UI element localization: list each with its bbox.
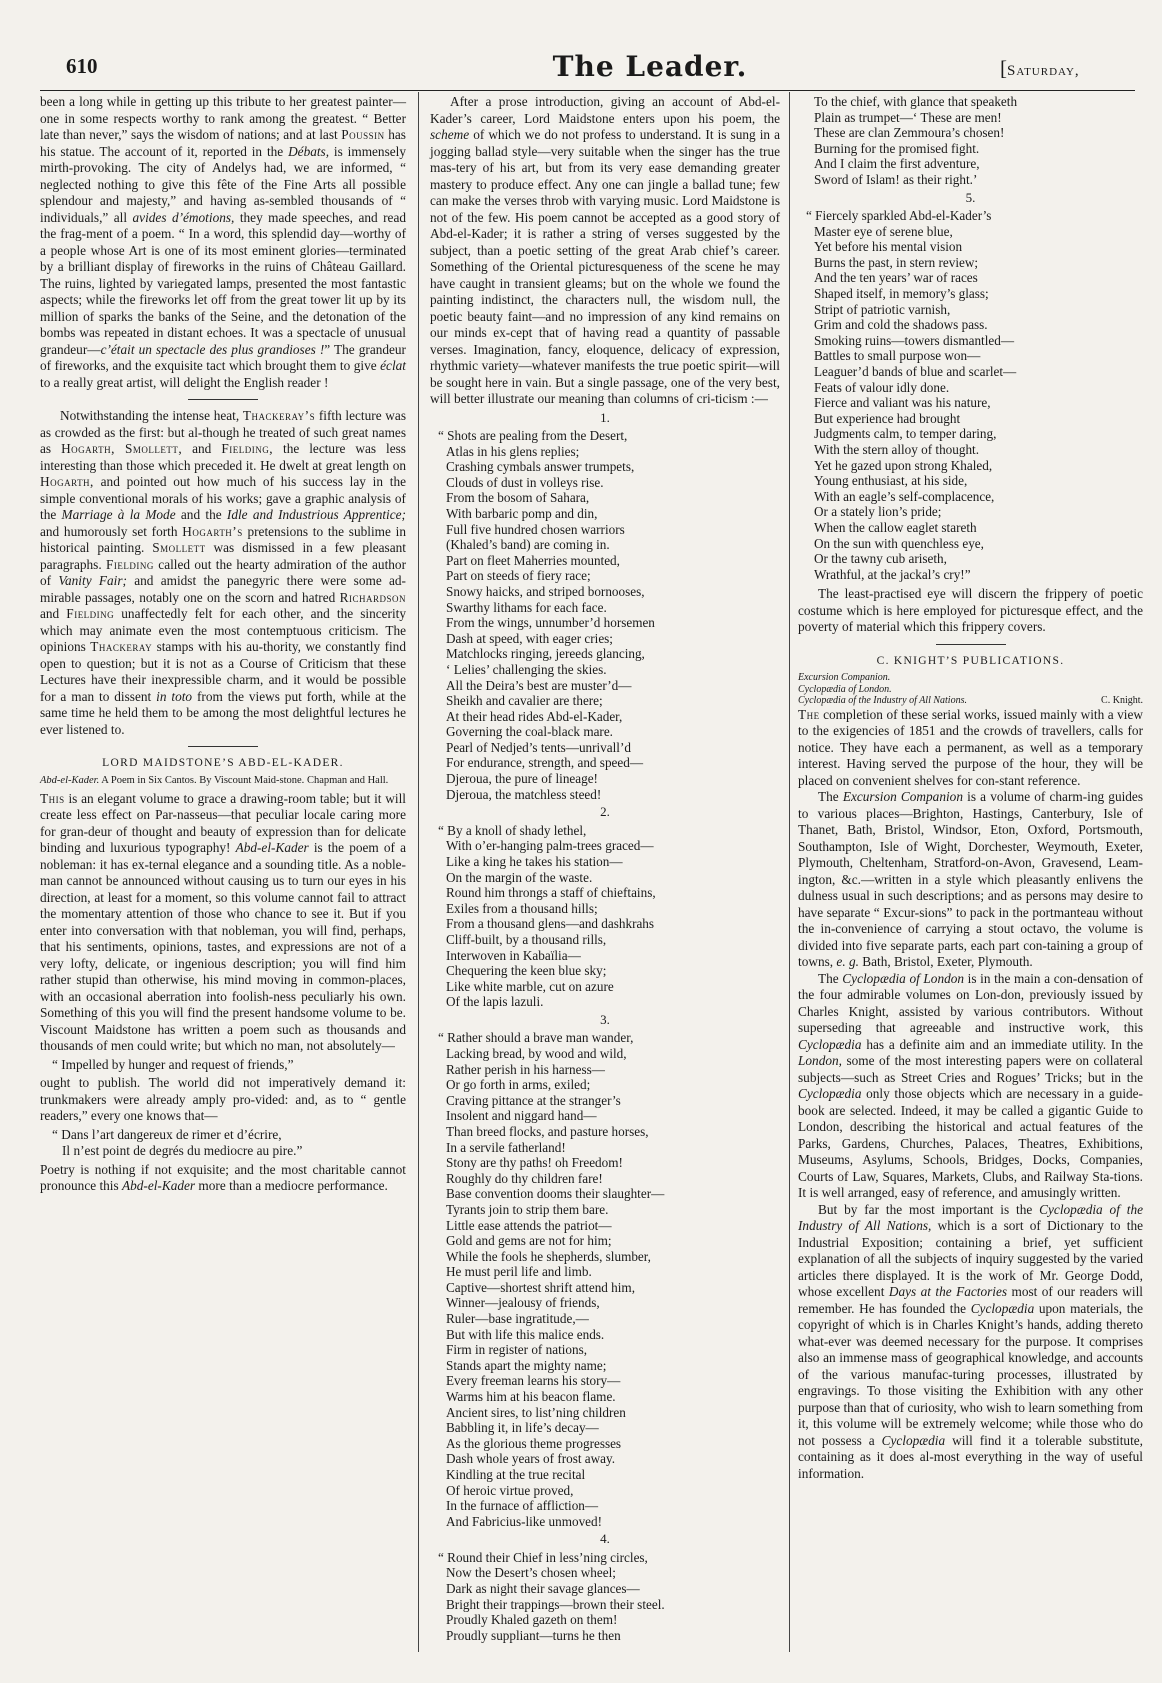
verse-line: Stands apart the mighty name; (446, 1357, 607, 1373)
verse-line: In a servile fatherland! (446, 1139, 566, 1155)
verse-line: Part on steeds of fiery race; (446, 568, 591, 584)
verse-line: Proudly Khaled gazeth on them! (446, 1612, 618, 1628)
knight-heading: C. KNIGHT’S PUBLICATIONS. (876, 654, 1065, 667)
verse-line: But experience had brought (814, 410, 961, 426)
knight-paragraph-4: But by far the most important is the Cyclopædia of the Industry of All Nations, which is a sort of Dictionary to the Industrial Exposition; containing a brief, yet sufficient explanation of all the subjects of inquiry suggested by the varied articles there displayed. It is the work of Mr. George Dodd, whose excellent Days at the Factories most of our readers will remember. He has founded the Cyclopædia upon materials, the copyright of which is in Charles Knight’s hands, adding thereto what-ever was deemed necessary for the purpose. It comprises also an immense mass of geographical knowledge, and accounts of the various manufac-turing processes, illustrated by engravings. To those visiting the Exhibition with any other purpose than that of curiosity, who wish to learn something from it, this volume will be extremely welcome; while those who do not possess a Cyclopædia will find it a tolerable substitute, containing as it does al-most everything in the way of useful information. (798, 1201, 1144, 1481)
verse-line: Or the tawny cub ariseth, (814, 551, 947, 567)
stanza-number: 2. (600, 804, 610, 820)
intro-paragraph: After a prose introduction, giving an account of Abd-el-Kader’s career, Lord Maidstone enters upon his poem, the scheme of which we do not profess to understand. It is sung in a jogging ballad style—very suitable when the singer has the true mas-tery of his art, but from its very ease demanding greater mastery to produce effect. Any one can jingle a ballad tune; few can make the verses throb with varying music. Lord Maidstone is not of the few. His poem cannot be accepted as a good story of Abd-el-Kader; it is rather a string of verses suggested by the subject, than a poetic setting of the great Arab chief’s career. Something of the Oriental picturesqueness of the scene he may have caught in transient gleams; but on the whole we found the painting indistinct, the characters null, the wisdom null, the poetic beauty faint—and no impression of any kind remains on our minds ex-cept that of having read a quantity of passable verses. Imagination, fancy, eloquence, delicacy of expression, rhythmic variety—whatever manifests the true poetic spirit—will be sought here in vain. But a single passage, one of the very best, will better illustrate our meaning than columns of cri-ticism :— (430, 94, 780, 406)
dateline: [Saturday, (1000, 56, 1080, 80)
publication-title: Excursion Companion. (798, 672, 891, 684)
verse-line: “ Rather should a brave man wander, (438, 1030, 634, 1046)
verse-line: All the Deira’s best are muster’d— (446, 677, 632, 693)
verse-line: Wrathful, at the jackal’s cry!” (814, 566, 971, 582)
verse-line: Kindling at the true recital (446, 1467, 586, 1482)
verse-line: Gold and gems are not for him; (446, 1233, 612, 1249)
stanza-4-continued (798, 94, 1143, 188)
knight-paragraph-3: The Cyclopædia of London is in the main a con-densation of the four admirable volumes on Lon-don, previously issued by Charles Knight, assisted by various contributors. Without superseding that agreeable and instructive work, this Cyclopædia has a definite aim and an immediate utility. In the London, some of the most interesting papers were on collateral subjects—such as Street Cries and Rogues’ Tricks; but in the Cyclopædia only those objects which are necessary in a guide-book are selected. Indeed, it may be called a gigantic Guide to London, describing the historical and actual features of the Parks, Gardens, Churches, Palaces, Theatres, Exhibitions, Museums, Asylums, Schools, Bridges, Docks, Companies, Courts of Law, Squares, Markets, Clubs, and Railway Sta-tions. It is well arranged, easy of reference, and amusingly written. (798, 970, 1143, 1201)
review-paragraph-3: Poetry is nothing if not exquisite; and the most charitable cannot pronounce this Abd-el-Kader more than a mediocre performance. (40, 1161, 406, 1193)
verse-line: Every freeman learns his story— (446, 1373, 621, 1389)
verse-line: Snowy haicks, and striped bornooses, (446, 583, 645, 599)
verse-line: With barbaric pomp and din, (446, 505, 598, 521)
verse-line: Captive—shortest shrift attend him, (446, 1279, 635, 1295)
verse-line: Lacking bread, by wood and wild, (446, 1045, 627, 1061)
verse-line: And I claim the first adventure, (814, 156, 980, 172)
verse-line: Clouds of dust in volleys rise. (446, 474, 604, 490)
verse-line: With o’er-hanging palm-trees graced— (446, 838, 654, 854)
verse-line: “ Shots are pealing from the Desert, (438, 428, 628, 443)
verse-line: For endurance, strength, and speed— (446, 755, 644, 771)
stanza-number: 3. (600, 1011, 610, 1027)
verse-line: Burns the past, in stern review; (814, 254, 979, 270)
verse-line: Yet before his mental vision (814, 239, 963, 255)
verse-line: Firm in register of nations, (446, 1342, 588, 1358)
thackeray-paragraph: Notwithstanding the intense heat, Thackeray’s fifth lecture was as crowded as the first: but al-though he treated of such great names as Hogarth, Smollett, and Fielding, the lecture was less interesting than those which preceded it. He dwelt at great length on Hogarth, and pointed out how much of his success lay in the simple conventional morals of his works; gave a graphic analysis of the Marriage à la Mode and the Idle and Industrious Apprentice; and humorously set forth Hogarth’s pretensions to the sublime in historical painting. Smollett was dismissed in a few pleasant paragraphs. Fielding called out the hearty admiration of the author of Vanity Fair; and amidst the panegyric there were some ad-mirable passages, notably one on the scorn and hatred Richardson and Fielding unaffectedly felt for each other, and the sincerity which may animate even the most contemptuous criticism. The opinions Thackeray stamps with his au-thority, we constantly find open to question; but it is not as a Course of Criticism that these Lectures have their inexpressible charm, and it would be possible for a man to dissent in toto from the views put forth, while at the same time he held them to be among the most delightful lectures he ever listened to. (40, 408, 407, 737)
verse-line: Swarthy lithams for each face. (446, 599, 607, 615)
verse-line: From a thousand glens—and dashkrahs (446, 916, 655, 932)
quotation: “ Impelled by hunger and request of friends,” (52, 1056, 294, 1072)
separator-rule (188, 746, 258, 747)
publisher: C. Knight. (1101, 695, 1143, 707)
verse-line: Craving pittance at the stranger’s (446, 1092, 621, 1108)
verse-line: Dark as night their savage glances— (446, 1581, 640, 1597)
verse-line: Stript of patriotic varnish, (814, 301, 951, 317)
verse-line: Like white marble, cut on azure (446, 978, 614, 994)
verse-line: And the ten years’ war of races (814, 270, 978, 286)
stanza-5 (798, 208, 1143, 582)
verse-line: From the wings, unnumber’d horsemen (446, 615, 655, 631)
stanza-number: 4. (600, 1531, 610, 1547)
verse-line: Plain as trumpet—‘ These are men! (814, 109, 1002, 125)
verse-line: Dash whole years of frost away. (446, 1451, 616, 1467)
verse-line: Atlas in his glens replies; (446, 443, 580, 459)
verse-line: On the sun with quenchless eye, (814, 535, 984, 551)
verse-line: These are clan Zemmoura’s chosen! (814, 125, 1005, 141)
verse-line: Fierce and valiant was his nature, (814, 395, 991, 411)
verse-line: Exiles from a thousand hills; (446, 900, 598, 916)
verse-line: In the furnace of affliction— (446, 1498, 599, 1514)
column-divider-2 (789, 92, 790, 1652)
stanza-number: 5. (965, 189, 976, 205)
verse-line: Djeroua, the pure of lineage! (446, 771, 598, 787)
separator-rule (188, 399, 258, 400)
column-3 (798, 94, 1143, 1482)
verse-line: Master eye of serene blue, (814, 223, 953, 239)
verse-line: Like a king he takes his station— (446, 853, 623, 869)
stanza-1 (430, 428, 780, 802)
verse-line: Sword of Islam! as their right.’ (814, 171, 978, 187)
column-1 (40, 94, 406, 1195)
masthead-title: The Leader. (552, 50, 748, 83)
verse-line: Babbling it, in life’s decay— (446, 1420, 599, 1436)
verse-line: Ruler—base ingratitude,— (446, 1311, 589, 1327)
verse-line: Of heroic virtue proved, (446, 1482, 574, 1498)
page-header (40, 50, 1160, 90)
verse-line: To the chief, with glance that speaketh (814, 94, 1018, 109)
verse-line: Proudly suppliant—turns he then (446, 1627, 621, 1643)
french-quotation: “ Dans l’art dangereux de rimer et d’écrire, Il n’est point de degrés du mediocre au pire.” (52, 1126, 303, 1158)
verse-line: Of the lapis lazuli. (446, 994, 544, 1010)
verse-line: Grim and cold the shadows pass. (814, 317, 988, 333)
column-divider-1 (418, 92, 419, 1652)
review-paragraph-2: ought to publish. The world did not imperatively demand it: trunkmakers were already amply pro-vided: and, as to “ gentle readers,” every one knows that— (40, 1075, 406, 1123)
verse-line: Or go forth in arms, exiled; (446, 1077, 591, 1093)
verse-line: With the stern alloy of thought. (814, 441, 980, 457)
verse-line: And Fabricius-like unmoved! (446, 1513, 603, 1529)
verse-line: Smoking ruins—towers dismantled— (814, 332, 1015, 348)
separator-rule (936, 644, 1006, 645)
verdict-paragraph: The least-practised eye will discern the frippery of poetic costume which is here employed for picturesque effect, and the poverty of material which this frippery covers. (798, 586, 1143, 635)
verse-line: Rather perish in his harness— (446, 1061, 605, 1077)
publication-list (798, 672, 1143, 707)
verse-line: Warms him at his beacon flame. (446, 1389, 616, 1405)
verse-line: Battles to small purpose won— (814, 348, 981, 364)
verse-line: Part on fleet Maherries mounted, (446, 552, 620, 568)
header-rule (40, 90, 1135, 91)
review-paragraph: This is an elegant volume to grace a drawing-room table; but it will create less effect on Par-nasseus—that peculiar locale caring more for gran-deur of thought and beauty of expression than for delicate binding and luxurious typography! Abd-el-Kader is the poem of a nobleman: it has ex-ternal elegance and a sounding title. As a noble-man cannot be announced without causing us to turn our eyes in his direction, at least for a moment, so this volume cannot fail to attract the momentary attention of those who chance to see it. But if you enter into conversation with that nobleman, you will find, perhaps, that his sentiments, opinions, tastes, and expressions are not of a very lofty, delicate, or ingenious description; you will find him rather stupid than otherwise, his mind moving in common-places, with an occasional aberration into foolish-ness peculiarly his own. Something of this you will find the present handsome volume to be. Viscount Maidstone has written a poem such as thousands and thousands of men could write; but which no man, not absolutely— (40, 790, 406, 1053)
verse-line: Insolent and niggard hand— (446, 1108, 597, 1124)
verse-line: Dash at speed, with eager cries; (446, 630, 613, 646)
verse-line: “ Round their Chief in less’ning circles, (438, 1549, 648, 1565)
verse-line: Ancient sires, to list’ning children (446, 1404, 626, 1420)
verse-line: Now the Desert’s chosen wheel; (446, 1565, 616, 1581)
verse-line: Than breed flocks, and pasture horses, (446, 1123, 649, 1139)
verse-line: Winner—jealousy of friends, (446, 1295, 600, 1311)
verse-line: Little ease attends the patriot— (446, 1217, 612, 1233)
verse-line: Djeroua, the matchless steed! (446, 786, 602, 802)
verse-line: Bright their trappings—brown their steel. (446, 1596, 665, 1612)
knight-paragraph-1: The completion of these serial works, issued mainly with a view to the exigencies of 1851 and the crowds of travellers, calls for notice. They have each a permanent, as well as a temporary interest. Having served the purpose of the hour, they will be placed on convenient shelves for con-stant reference. (798, 706, 1143, 788)
publication-title: Cyclopædia of the Industry of All Nations. (798, 695, 967, 707)
verse-line: Matchlocks ringing, jereeds glancing, (446, 646, 645, 662)
date-text: Saturday, (1007, 63, 1080, 79)
verse-line: Judgments calm, to temper daring, (814, 426, 997, 442)
stanza-3 (430, 1030, 780, 1529)
verse-line: With an eagle’s self-complacence, (814, 488, 995, 504)
verse-line: He must peril life and limb. (446, 1264, 592, 1280)
verse-line: At their head rides Abd-el-Kader, (446, 708, 623, 724)
verse-line: Governing the coal-black mare. (446, 724, 613, 740)
verse-line: Feats of valour idly done. (814, 379, 950, 395)
publication-title: Cyclopædia of London. (798, 683, 892, 695)
stanza-4 (430, 1550, 780, 1644)
verse-line: (Khaled’s band) are coming in. (446, 537, 610, 553)
verse-line: Crashing cymbals answer trumpets, (446, 459, 635, 475)
verse-line: Leaguer’d bands of blue and scarlet— (814, 364, 1017, 379)
verse-line: Cliff-built, by a thousand rills, (446, 931, 607, 947)
column-2 (430, 94, 780, 1643)
verse-line: “ By a knoll of shady lethel, (438, 822, 587, 838)
verse-line: Yet he gazed upon strong Khaled, (814, 457, 993, 473)
poussin-paragraph: been a long while in getting up this tribute to her greatest painter—one in some respects worthy to rank among the greatest. “ Better late than never,” says the wisdom of nations; and at last Poussin has his statue. The account of it, reported in the Débats, is immensely mirth-provoking. The city of Andelys had, we are informed, “ neglected nothing to give this fête of the Fine Arts all possible splendour and majesty,” and having as-sembled thousands of “ individuals,” all avides d’émotions, they made speeches, and read the frag-ment of a poem. “ In a word, this splendid day—worthy of a people whose Art is one of its most eminent glories—terminated by a brilliant display of fireworks in the ruins of Château Gaillard. The ruins, lighted by variegated lamps, presented the most fantastic aspects; while the fireworks let off from the great tower lit up by its million of sparks the banks of the Seine, and the detonation of the bombs was repeated in distant echoes. It was a spectacle of unusual grandeur—c’était un spectacle des plus grandioses !” The grandeur of fireworks, and the exquisite tact which brought them to give éclat to a really great artist, will delight the English reader ! (40, 94, 407, 390)
verse-line: Burning for the promised fight. (814, 140, 980, 156)
verse-line: Roughly do thy children fare! (446, 1170, 603, 1186)
verse-line: While the fools he shepherds, slumber, (446, 1248, 651, 1264)
verse-line: Sheikh and cavalier are there; (446, 693, 603, 709)
verse-line: “ Fiercely sparkled Abd-el-Kader’s (806, 208, 992, 224)
stanza-number: 1. (600, 409, 610, 425)
verse-line: Pearl of Nedjed’s tents—unrivall’d (446, 739, 631, 755)
verse-line: Young enthusiast, at his side, (814, 473, 968, 489)
verse-line: ‘ Lelies’ challenging the skies. (446, 661, 607, 677)
verse-line: Round him throngs a staff of chieftains, (446, 885, 656, 901)
verse-line: Interwoven in Kabaïlia— (446, 947, 581, 963)
verse-line: As the glorious theme progresses (446, 1435, 622, 1451)
verse-line: Or a stately lion’s pride; (814, 504, 942, 520)
stanza-2 (430, 823, 780, 1010)
verse-line: Tyrants join to strip them bare. (446, 1201, 609, 1217)
verse-line: From the bosom of Sahara, (446, 490, 590, 506)
knight-paragraph-2: The Excursion Companion is a volume of charm-ing guides to various places—Brighton, Hastings, Canterbury, Isle of Thanet, Bath, Bristol, Windsor, Eton, Oxford, Portsmouth, Southampton, Isle of Wight, Dorchester, Weymouth, Exeter, Plymouth, Cheltenham, Stratford-on-Avon, Gravesend, Leam-ington, &c.—written in a style which pleasantly enlivens the dulness usual in such descriptions; and as persons may desire to have separate “ Excur-sions” to pack in the portmanteau without the in-convenience of carrying a stout octavo, the volume is divided into five separate parts, each part con-taining a group of towns, e. g. Bath, Bristol, Exeter, Plymouth. (798, 789, 1144, 970)
verse-line: Base convention dooms their slaughter— (446, 1186, 665, 1202)
verse-line: Stony are thy paths! oh Freedom! (446, 1155, 623, 1171)
verse-line: Chequering the keen blue sky; (446, 963, 607, 979)
page-number: 610 (66, 54, 98, 78)
review-byline: Abd-el-Kader. A Poem in Six Cantos. By Viscount Maid-stone. Chapman and Hall. (40, 774, 389, 786)
verse-line: Full five hundred chosen warriors (446, 521, 625, 537)
verse-line: On the margin of the waste. (446, 869, 593, 885)
verse-line: But with life this malice ends. (446, 1326, 605, 1342)
verse-line: When the callow eaglet stareth (814, 519, 977, 535)
verse-line: Shaped itself, in memory’s glass; (814, 286, 989, 302)
review-heading: LORD MAIDSTONE’S ABD-EL-KADER. (102, 757, 344, 769)
